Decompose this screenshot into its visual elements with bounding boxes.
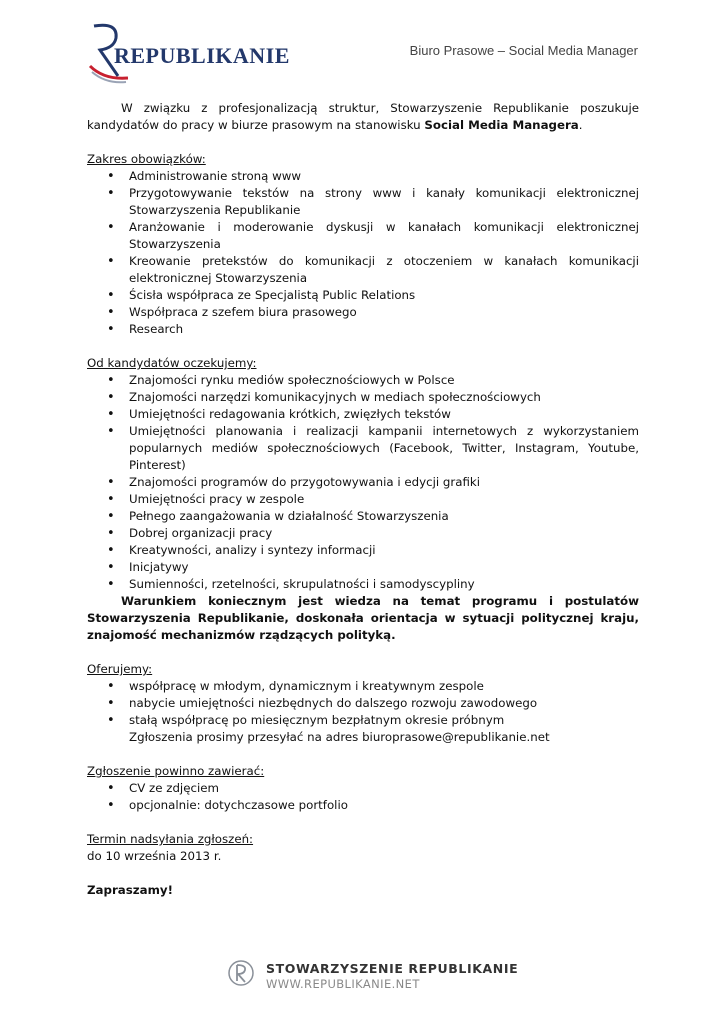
footer-logo-icon: [226, 957, 256, 991]
footer-website-url: WWW.REPUBLIKANIE.NET: [266, 977, 420, 991]
list-item: • Umiejętności planowania i realizacji kampanii internetowych z wykorzystaniem popularnych mediów społecznościowych (Facebook, Twitter, Instagram, Youtube, Pinterest): [87, 423, 639, 474]
closing-text: Zapraszamy!: [87, 883, 173, 897]
intro-position: Social Media Managera: [424, 118, 579, 132]
application-email-note: Zgłoszenia prosimy przesyłać na adres biuroprasowe@republikanie.net: [129, 730, 550, 744]
application-title: Zgłoszenie powinno zawierać:: [87, 764, 265, 778]
application-list: [87, 780, 639, 814]
page-header: [0, 0, 725, 100]
list-item: • Kreatywności, analizy i syntezy informacji: [87, 542, 639, 559]
list-item: • Znajomości programów do przygotowywania i edycji grafiki: [87, 474, 639, 491]
list-item: • Przygotowywanie tekstów na strony www i kanały komunikacji elektronicznej Stowarzyszenia Republikanie: [87, 185, 639, 219]
list-item: • Kreowanie pretekstów do komunikacji z otoczeniem w kanałach komunikacji elektronicznej Stowarzyszenia: [87, 253, 639, 287]
list-item: • współpracę w młodym, dynamicznym i kreatywnym zespole: [87, 678, 639, 695]
document-body: [87, 100, 639, 899]
logo-text: REPUBLIKANIE: [114, 43, 290, 68]
page-footer: [226, 957, 519, 997]
list-item: • Research: [87, 321, 639, 338]
intro-text: W związku z profesjonalizacją struktur, Stowarzyszenie Republikanie poszukuje kandydatów do pracy w biurze prasowym na stanowisku: [87, 101, 639, 132]
expectations-title: Od kandydatów oczekujemy:: [87, 356, 257, 370]
spacer: [87, 865, 639, 882]
header-position-title: Biuro Prasowe – Social Media Manager: [409, 43, 638, 58]
list-item: • CV ze zdjęciem: [87, 780, 639, 797]
list-item: • Współpraca z szefem biura prasowego: [87, 304, 639, 321]
list-item: • Pełnego zaangażowania w działalność Stowarzyszenia: [87, 508, 639, 525]
offer-title: Oferujemy:: [87, 662, 153, 676]
deadline-title: Termin nadsyłania zgłoszeń:: [87, 832, 254, 846]
intro-end: .: [578, 118, 583, 132]
list-item: • Znajomości narzędzi komunikacyjnych w mediach społecznościowych: [87, 389, 639, 406]
duties-list: [87, 168, 639, 338]
deadline-date: do 10 września 2013 r.: [87, 849, 222, 863]
list-item: • Ścisła współpraca ze Specjalistą Public Relations: [87, 287, 639, 304]
offer-list: [87, 678, 639, 729]
requirement-paragraph: Warunkiem koniecznym jest wiedza na temat programu i postulatów Stowarzyszenia Republikanie, doskonała orientacja w sytuacji politycznej kraju, znajomość mechanizmów rządzących polityką.: [87, 594, 639, 642]
list-item: • Administrowanie stroną www: [87, 168, 639, 185]
list-item: • Sumienności, rzetelności, skrupulatności i samodyscypliny: [87, 576, 639, 593]
republikanie-logo: [88, 20, 288, 90]
intro-paragraph: [87, 100, 639, 134]
footer-organization-name: STOWARZYSZENIE REPUBLIKANIE: [266, 961, 519, 976]
list-item: • Umiejętności redagowania krótkich, zwięzłych tekstów: [87, 406, 639, 423]
list-item: • Inicjatywy: [87, 559, 639, 576]
list-item: • Znajomości rynku mediów społecznościowych w Polsce: [87, 372, 639, 389]
list-item: • Aranżowanie i moderowanie dyskusji w kanałach komunikacji elektronicznej Stowarzyszenia: [87, 219, 639, 253]
expectations-list: [87, 372, 639, 593]
list-item: • stałą współpracę po miesięcznym bezpłatnym okresie próbnym: [87, 712, 639, 729]
list-item: • Dobrej organizacji pracy: [87, 525, 639, 542]
duties-title: Zakres obowiązków:: [87, 152, 206, 166]
list-item: • Umiejętności pracy w zespole: [87, 491, 639, 508]
list-item: • opcjonalnie: dotychczasowe portfolio: [87, 797, 639, 814]
list-item: • nabycie umiejętności niezbędnych do dalszego rozwoju zawodowego: [87, 695, 639, 712]
